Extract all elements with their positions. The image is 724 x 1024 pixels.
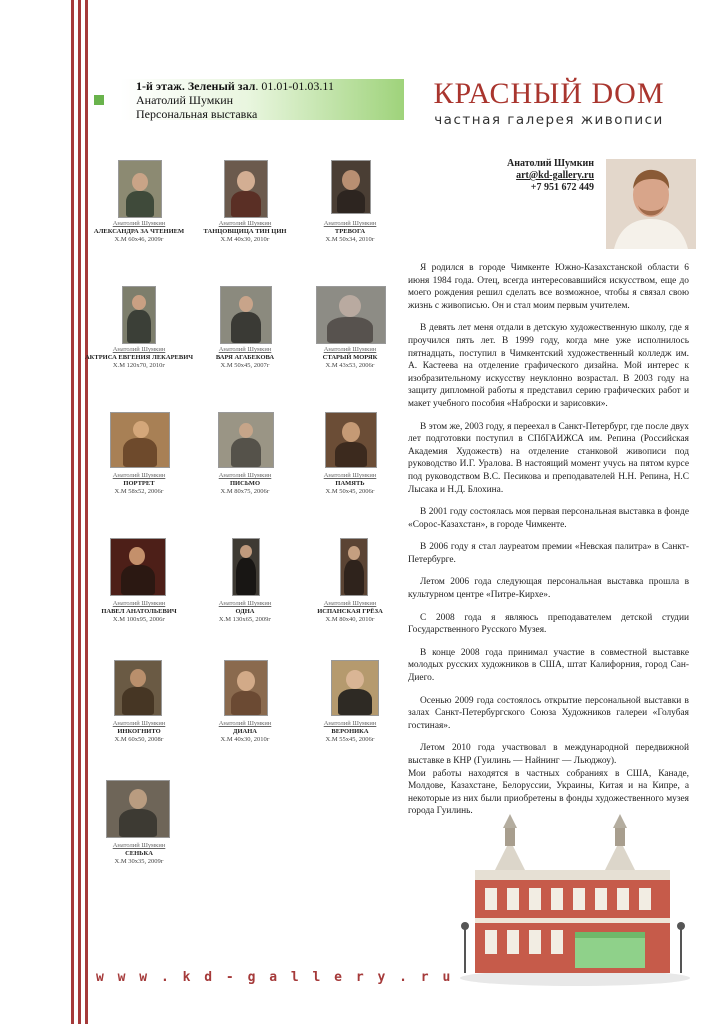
- caption-author: Анатолий Шумкин: [323, 346, 377, 353]
- caption-title: ПИСЬМО: [229, 480, 261, 487]
- caption-title: ПАМЯТЬ: [335, 480, 365, 487]
- painting-thumbnail: [110, 412, 170, 468]
- caption-author: Анатолий Шумкин: [323, 720, 377, 727]
- painting-thumbnail: [224, 160, 268, 218]
- caption-author: Анатолий Шумкин: [112, 472, 166, 479]
- caption-block: [295, 472, 405, 496]
- painting-thumbnail: [122, 286, 156, 344]
- gallery-website-link[interactable]: w w w . k d - g a l l e r y . r u: [96, 970, 454, 985]
- caption-details: Х.М 120х70, 2010г: [112, 362, 166, 369]
- caption-details: Х.М 30х35, 2009г: [114, 858, 164, 865]
- caption-block: [190, 472, 300, 496]
- caption-block: [84, 842, 194, 866]
- painting-thumbnail: [232, 538, 260, 596]
- caption-details: Х.М 40х30, 2010г: [220, 236, 270, 243]
- painting-thumbnail: [331, 660, 379, 716]
- green-square-marker: [94, 95, 104, 105]
- bio-paragraph: С 2008 года я являюсь преподавателем детской студии Государственного Русского Музея.: [408, 612, 689, 636]
- header-show-type: Персональная выставка: [136, 107, 258, 121]
- bio-paragraph: В этом же, 2003 году, я переехал в Санкт-Петербург, где после двух лет подготовки поступил в СПбГАИЖСА им. Репина (Российская Академия Художеств) на отделение станковой живописи под руководство И.Г. Уралова. В настоящий момент учусь на пятом курсе под руководством В.С. Песикова и преподавателей Н.Н. Репина, Н.С Лысака и Н.Д. Блохина.: [408, 421, 689, 495]
- caption-title: ОДНА: [235, 608, 255, 615]
- caption-block: [84, 346, 194, 370]
- caption-details: Х.М 55х45, 2006г: [325, 736, 375, 743]
- painting-thumbnail: [316, 286, 386, 344]
- caption-block: [295, 600, 405, 624]
- logo-subtitle: частная галерея живописи: [434, 112, 664, 128]
- caption-title: СТАРЫЙ МОРЯК: [322, 354, 378, 361]
- bio-paragraph: В конце 2008 года принимал участие в совместной выставке молодых русских художников в США, штат Калифорния, город Сан-Диего.: [408, 647, 689, 684]
- caption-author: Анатолий Шумкин: [218, 720, 272, 727]
- caption-block: [190, 220, 300, 244]
- caption-title: ДИАНА: [233, 728, 257, 735]
- painting-thumbnail: [331, 160, 371, 214]
- painting-thumbnail: [220, 286, 272, 344]
- caption-details: Х.М 43х53, 2006г: [325, 362, 375, 369]
- bio-paragraph: Летом 2010 года участвовал в международной передвижной выставке в КНР (Гуилинь — Найнинг — Льюджоу).: [408, 743, 689, 766]
- caption-block: [190, 720, 300, 744]
- caption-details: Х.М 60х46, 2009г: [114, 236, 164, 243]
- caption-author: Анатолий Шумкин: [323, 220, 377, 227]
- painting-thumbnail: [224, 660, 268, 716]
- caption-details: Х.М 80х75, 2006г: [220, 488, 270, 495]
- left-border-rule: [71, 0, 74, 1024]
- caption-block: [190, 600, 300, 624]
- caption-author: Анатолий Шумкин: [218, 472, 272, 479]
- left-border-rule: [85, 0, 88, 1024]
- caption-author: Анатолий Шумкин: [218, 600, 272, 607]
- caption-title: ИНКОГНИТО: [117, 728, 161, 735]
- caption-author: Анатолий Шумкин: [218, 220, 272, 227]
- caption-details: Х.М 60х50, 2008г: [114, 736, 164, 743]
- caption-block: [190, 346, 300, 370]
- painting-thumbnail: [218, 412, 274, 468]
- painting-thumbnail: [114, 660, 162, 716]
- logo-title: КРАСНЫЙ DOM: [433, 77, 665, 110]
- caption-details: Х.М 50х45, 2006г: [325, 488, 375, 495]
- bio-paragraph: В девять лет меня отдали в детскую художественную школу, где я проучился пять лет. В 1999 году, когда мне уже исполнилось пятнадцать, поступил в Чимкентский художественный колледж им. А. Кастеева на отделение графического дизайна. Мой интерес к изобразительному искусству неуклонно возрастал. В 2003 году на защиту дипломной работы я представил серию графических работ и макет учебного пособия «Наброски и зарисовки».: [408, 323, 689, 409]
- caption-details: Х.М 40х30, 2010г: [220, 736, 270, 743]
- caption-author: Анатолий Шумкин: [323, 600, 377, 607]
- painting-thumbnail: [106, 780, 170, 838]
- caption-author: Анатолий Шумкин: [112, 220, 166, 227]
- caption-details: Х.М 58х52, 2006г: [114, 488, 164, 495]
- artist-name: Анатолий Шумкин: [507, 158, 594, 169]
- caption-title: СЕНЬКА: [125, 850, 153, 857]
- caption-author: Анатолий Шумкин: [112, 720, 166, 727]
- painting-thumbnail: [118, 160, 162, 218]
- artist-phone: +7 951 672 449: [530, 182, 594, 193]
- gallery-building-illustration: [455, 808, 693, 986]
- exhibition-dates: . 01.01-01.03.11: [255, 79, 334, 93]
- caption-details: Х.М 80х40, 2010г: [325, 616, 375, 623]
- caption-title: ВЕРОНИКА: [331, 728, 369, 735]
- caption-details: Х.М 50х45, 2007г: [220, 362, 270, 369]
- caption-title: ТАНЦОВЩИЦА ТИН ЦИН: [203, 228, 287, 235]
- bio-paragraph: Летом 2006 года следующая персональная выставка прошла в культурном центре «Питре-Кирхе».: [408, 577, 689, 601]
- caption-block: [84, 220, 194, 244]
- caption-title: ТРЕВОГА: [334, 228, 366, 235]
- biography: [408, 262, 689, 828]
- caption-title: АЛЕКСАНДРА ЗА ЧТЕНИЕМ: [93, 228, 185, 235]
- header-artist: Анатолий Шумкин: [136, 93, 234, 107]
- caption-details: Х.М 100х95, 2006г: [112, 616, 166, 623]
- caption-author: Анатолий Шумкин: [218, 346, 272, 353]
- caption-title: ВАРЯ АГАБЕКОВА: [215, 354, 275, 361]
- bio-paragraph: Мои работы находятся в частных собраниях в США, Канаде, Молдове, Казахстане, Белоруссии, Украины, Китая и на Кипре, а некоторые из них были приобретены в фонды художественного музея города Гуилинь.: [408, 768, 689, 817]
- artist-photo: [606, 159, 696, 249]
- caption-block: [84, 720, 194, 744]
- caption-author: Анатолий Шумкин: [112, 842, 166, 849]
- caption-title: ИСПАНСКАЯ ГРЁЗА: [317, 608, 383, 615]
- caption-details: Х.М 130х65, 2009г: [218, 616, 272, 623]
- caption-block: [84, 472, 194, 496]
- caption-title: ПОРТРЕТ: [123, 480, 155, 487]
- painting-thumbnail: [325, 412, 377, 468]
- caption-title: АКТРИСА ЕВГЕНИЯ ЛЕКАРЕВИЧ: [84, 354, 194, 361]
- caption-title: ПАВЕЛ АНАТОЛЬЕВИЧ: [101, 608, 177, 615]
- caption-author: Анатолий Шумкин: [323, 472, 377, 479]
- caption-block: [84, 600, 194, 624]
- left-border-rule: [78, 0, 81, 1024]
- caption-details: Х.М 50х34, 2010г: [325, 236, 375, 243]
- painting-thumbnail: [110, 538, 166, 596]
- gallery-logo: [414, 78, 684, 128]
- hall-name: 1-й этаж. Зеленый зал: [136, 79, 256, 93]
- caption-block: [295, 720, 405, 744]
- caption-block: [295, 346, 405, 370]
- artist-contact: [470, 158, 594, 194]
- caption-block: [295, 220, 405, 244]
- bio-paragraph: Я родился в городе Чимкенте Южно-Казахстанской области 6 июня 1984 года. Отец, всегда интересовавшийся искусством, еще до моего рождения решил сделать все возможное, чтобы я связал свою жизнь с живописью. Он и стал моим первым учителем.: [408, 263, 689, 311]
- artist-email-link[interactable]: art@kd-gallery.ru: [516, 170, 594, 181]
- bio-paragraph: Осенью 2009 года состоялось открытие персональной выставки в залах Санкт-Петербургского Союза Художников галереи «Голубая гостиная».: [408, 695, 689, 731]
- caption-author: Анатолий Шумкин: [112, 346, 166, 353]
- painting-thumbnail: [340, 538, 368, 596]
- caption-author: Анатолий Шумкин: [112, 600, 166, 607]
- bio-paragraph: В 2006 году я стал лауреатом премии «Невская палитра» в Санкт-Петербурге.: [408, 542, 689, 565]
- exhibition-header: [136, 79, 334, 121]
- bio-paragraph: В 2001 году состоялась моя первая персональная выставка в фонде «Сорос-Казахстан», в городе Чимкенте.: [408, 507, 689, 530]
